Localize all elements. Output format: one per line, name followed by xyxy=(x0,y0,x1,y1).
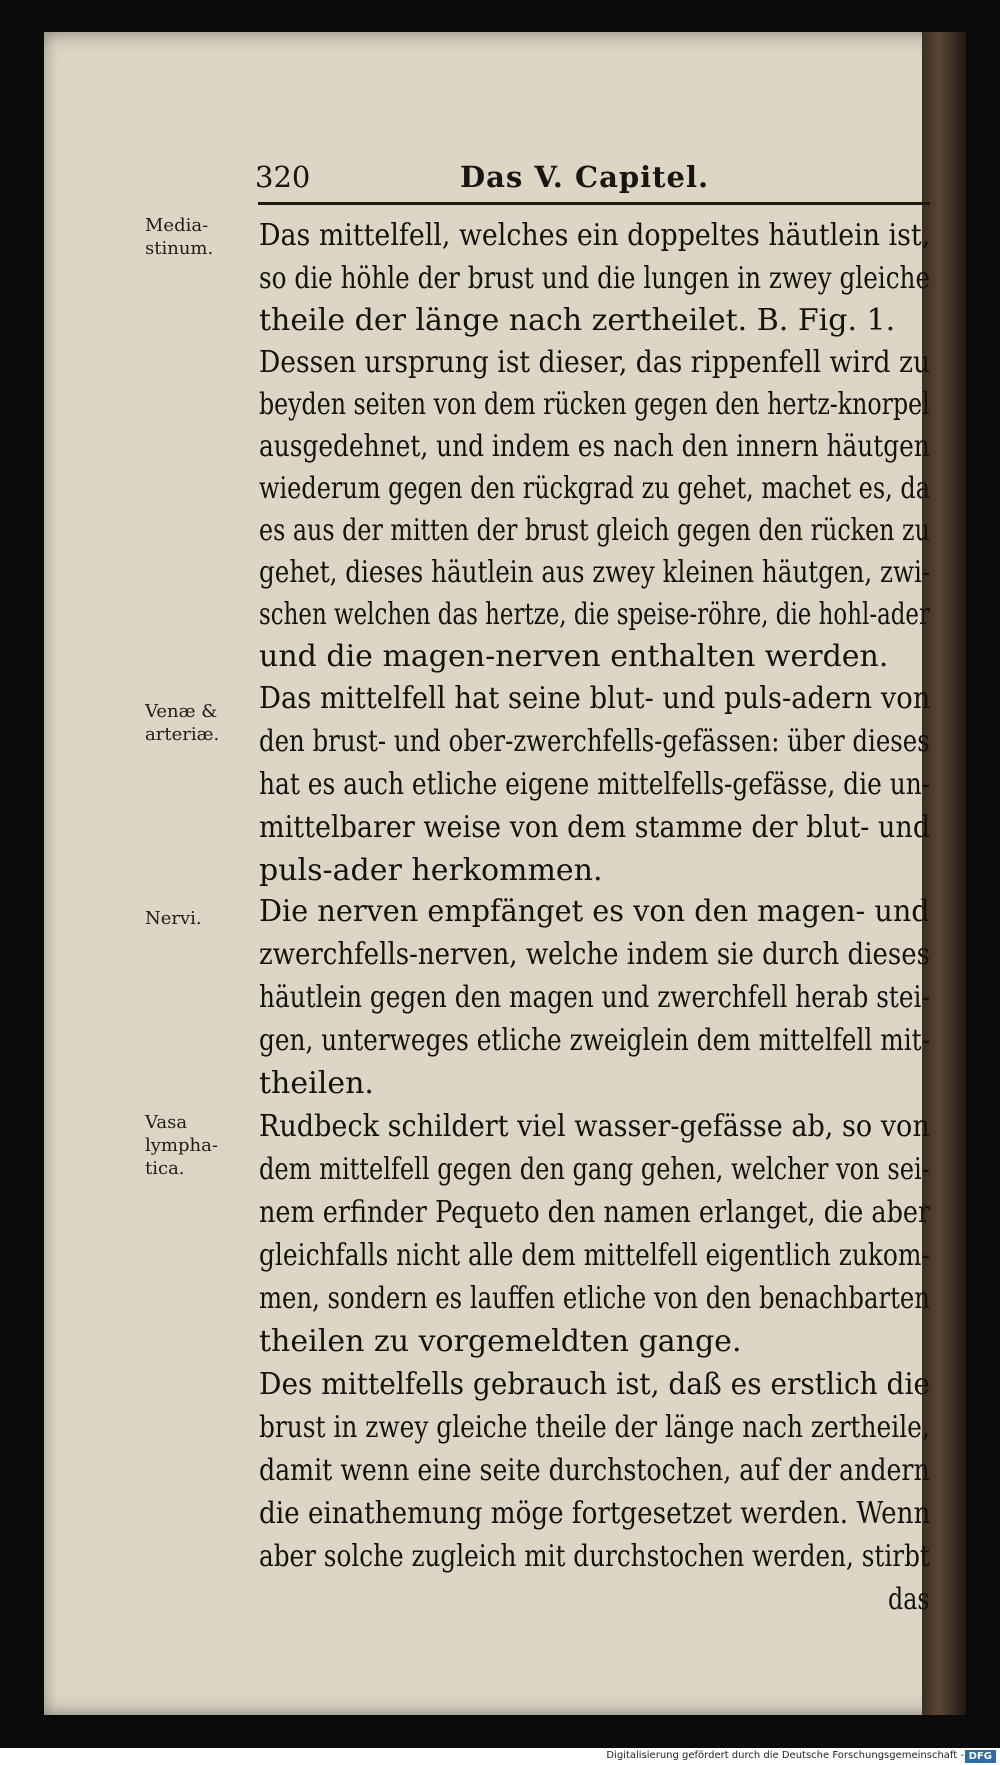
text-line: theile der länge nach zertheilet. B. Fig. 1. xyxy=(259,303,896,338)
text-line: die einathemung möge fortgesetzet werden. Wenn xyxy=(259,1496,931,1531)
text-line: gleichfalls nicht alle dem mittelfell eigentlich zukom- xyxy=(259,1238,930,1273)
text-line: hat es auch etliche eigene mittelfells-gefässe, die un- xyxy=(259,767,931,802)
text-line: schen welchen das hertze, die speise-röhre, die hohl-ader xyxy=(259,597,930,632)
text-line: nem erfinder Pequeto den namen erlanget, die aber xyxy=(259,1195,931,1230)
page-number: 320 xyxy=(255,160,311,194)
text-line: aber solche zugleich mit durchstochen werden, stirbt xyxy=(259,1539,930,1574)
margin-note-venae-arteriae: Venæ & arteriæ. xyxy=(145,701,220,745)
text-line: theilen. xyxy=(259,1066,374,1101)
text-line: mittelbarer weise von dem stamme der blut- und xyxy=(259,810,931,845)
text-line: häutlein gegen den magen und zwerchfell herab stei- xyxy=(259,980,930,1015)
digitization-credit: Digitalisierung gefördert durch die Deutsche Forschungsgemeinschaft - xyxy=(606,1750,964,1761)
text-line: beyden seiten von dem rücken gegen den hertz-knorpel xyxy=(259,387,930,422)
running-head xyxy=(255,160,855,200)
text-line: so die höhle der brust und die lungen in zwey gleiche xyxy=(259,261,931,296)
text-line: Rudbeck schildert viel wasser-gefässe ab, so von xyxy=(259,1109,930,1144)
text-line: men, sondern es lauffen etliche von den benachbarten xyxy=(259,1281,930,1316)
text-line: Dessen ursprung ist dieser, das rippenfell wird zu xyxy=(259,345,931,380)
text-line: puls-ader herkommen. xyxy=(259,853,603,888)
text-line: wiederum gegen den rückgrad zu gehet, machet es, da xyxy=(259,471,930,506)
dfg-logo: DFG xyxy=(965,1750,996,1763)
text-line: den brust- und ober-zwerchfells-gefässen: über dieses xyxy=(259,724,930,759)
text-line: es aus der mitten der brust gleich gegen den rücken zu xyxy=(259,513,930,548)
text-line: gehet, dieses häutlein aus zwey kleinen häutgen, zwi- xyxy=(259,555,931,590)
margin-note-nervi: Nervi. xyxy=(145,908,202,929)
text-line: theilen zu vorgemeldten gange. xyxy=(259,1324,742,1359)
margin-note-mediastinum: Media- stinum. xyxy=(145,215,214,259)
text-line: dem mittelfell gegen den gang gehen, welcher von sei- xyxy=(259,1152,930,1187)
text-line: Das mittelfell, welches ein doppeltes häutlein ist, xyxy=(259,218,931,253)
text-line: zwerchfells-nerven, welche indem sie durch dieses xyxy=(259,937,930,972)
margin-note-vasa-lymphatica: Vasa lympha- tica. xyxy=(145,1112,218,1179)
catchword: das xyxy=(888,1582,930,1617)
text-line: Das mittelfell hat seine blut- und puls-adern von xyxy=(259,681,931,716)
chapter-title: Das V. Capitel. xyxy=(460,160,710,194)
text-line: Des mittelfells gebrauch ist, daß es erstlich die xyxy=(259,1367,931,1402)
text-line: brust in zwey gleiche theile der länge nach zertheile, xyxy=(259,1410,930,1445)
text-line: damit wenn eine seite durchstochen, auf der andern xyxy=(259,1453,930,1488)
text-line: gen, unterweges etliche zweiglein dem mittelfell mit- xyxy=(259,1023,930,1058)
header-rule xyxy=(258,202,930,205)
text-line: Die nerven empfänget es von den magen- und xyxy=(259,894,930,929)
text-line: ausgedehnet, und indem es nach den innern häutgen xyxy=(259,429,930,464)
text-line: und die magen-nerven enthalten werden. xyxy=(259,639,889,674)
